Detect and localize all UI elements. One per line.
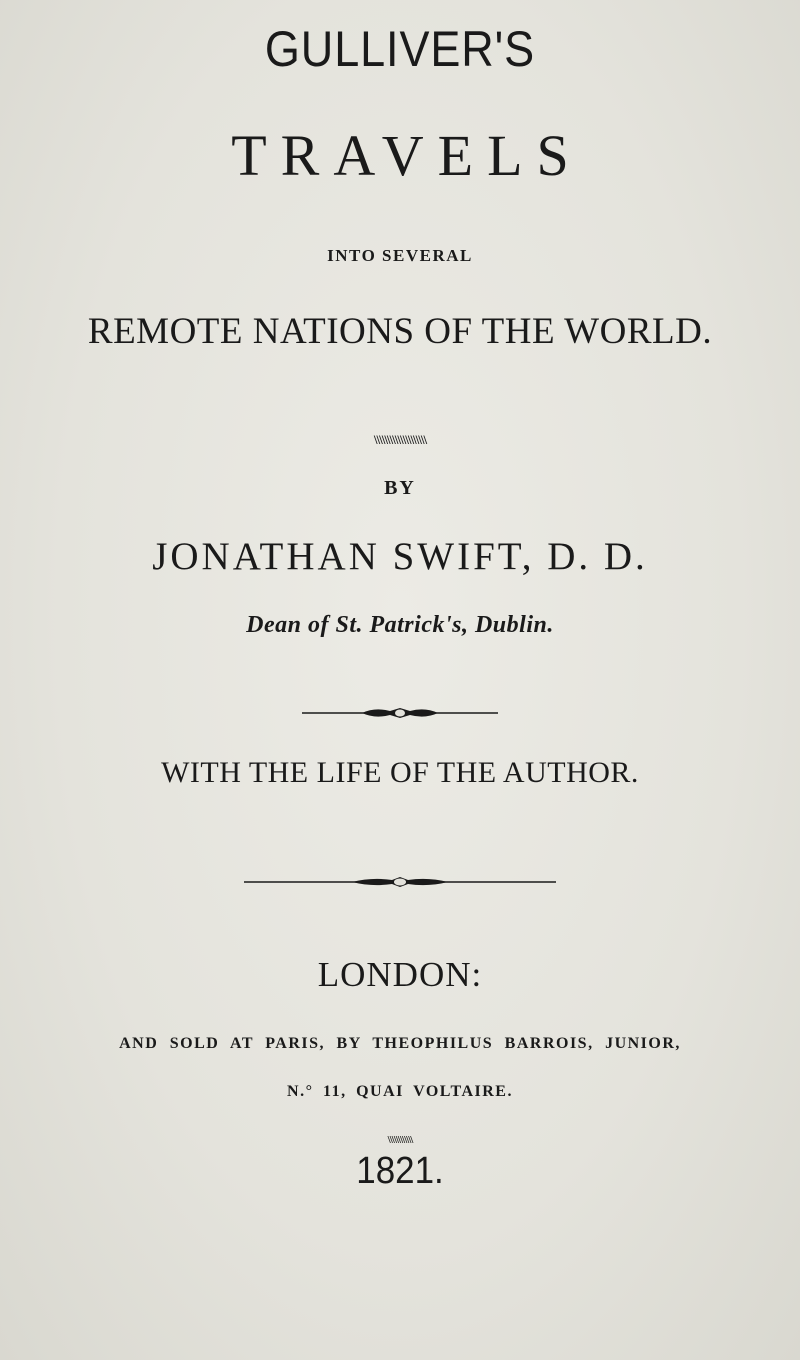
author-title: Dean of St. Patrick's, Dublin. — [246, 612, 554, 638]
imprint-city: LONDON: — [317, 955, 483, 994]
subtitle-remote-nations: REMOTE NATIONS OF THE WORLD. — [87, 311, 713, 352]
ornament-rule-bottom: \\\\\\\\\\\\ — [387, 1134, 413, 1146]
swirl-ornament-icon — [242, 875, 558, 889]
swirl-ornament-icon — [300, 706, 500, 720]
author-name: JONATHAN SWIFT, D. D. — [152, 535, 648, 578]
ornamental-divider-top — [0, 706, 800, 720]
ornament-rule-top: \\\\\\\\\\\\\\\\\\\\ — [373, 432, 427, 447]
imprint-publisher: AND SOLD AT PARIS, BY THEOPHILUS BARROIS, JUNIOR, — [119, 1035, 681, 1052]
by-label: BY — [384, 477, 416, 499]
ornamental-divider-bottom — [0, 875, 800, 889]
life-of-author-line: WITH THE LIFE OF THE AUTHOR. — [161, 756, 639, 789]
publication-year: 1821. — [356, 1150, 444, 1192]
subtitle-into-several: INTO SEVERAL — [327, 246, 473, 265]
imprint-address: N.° 11, QUAI VOLTAIRE. — [287, 1083, 513, 1100]
title-line-gullivers: GULLIVER'S — [264, 21, 536, 77]
title-line-travels: TRAVELS — [231, 123, 583, 188]
